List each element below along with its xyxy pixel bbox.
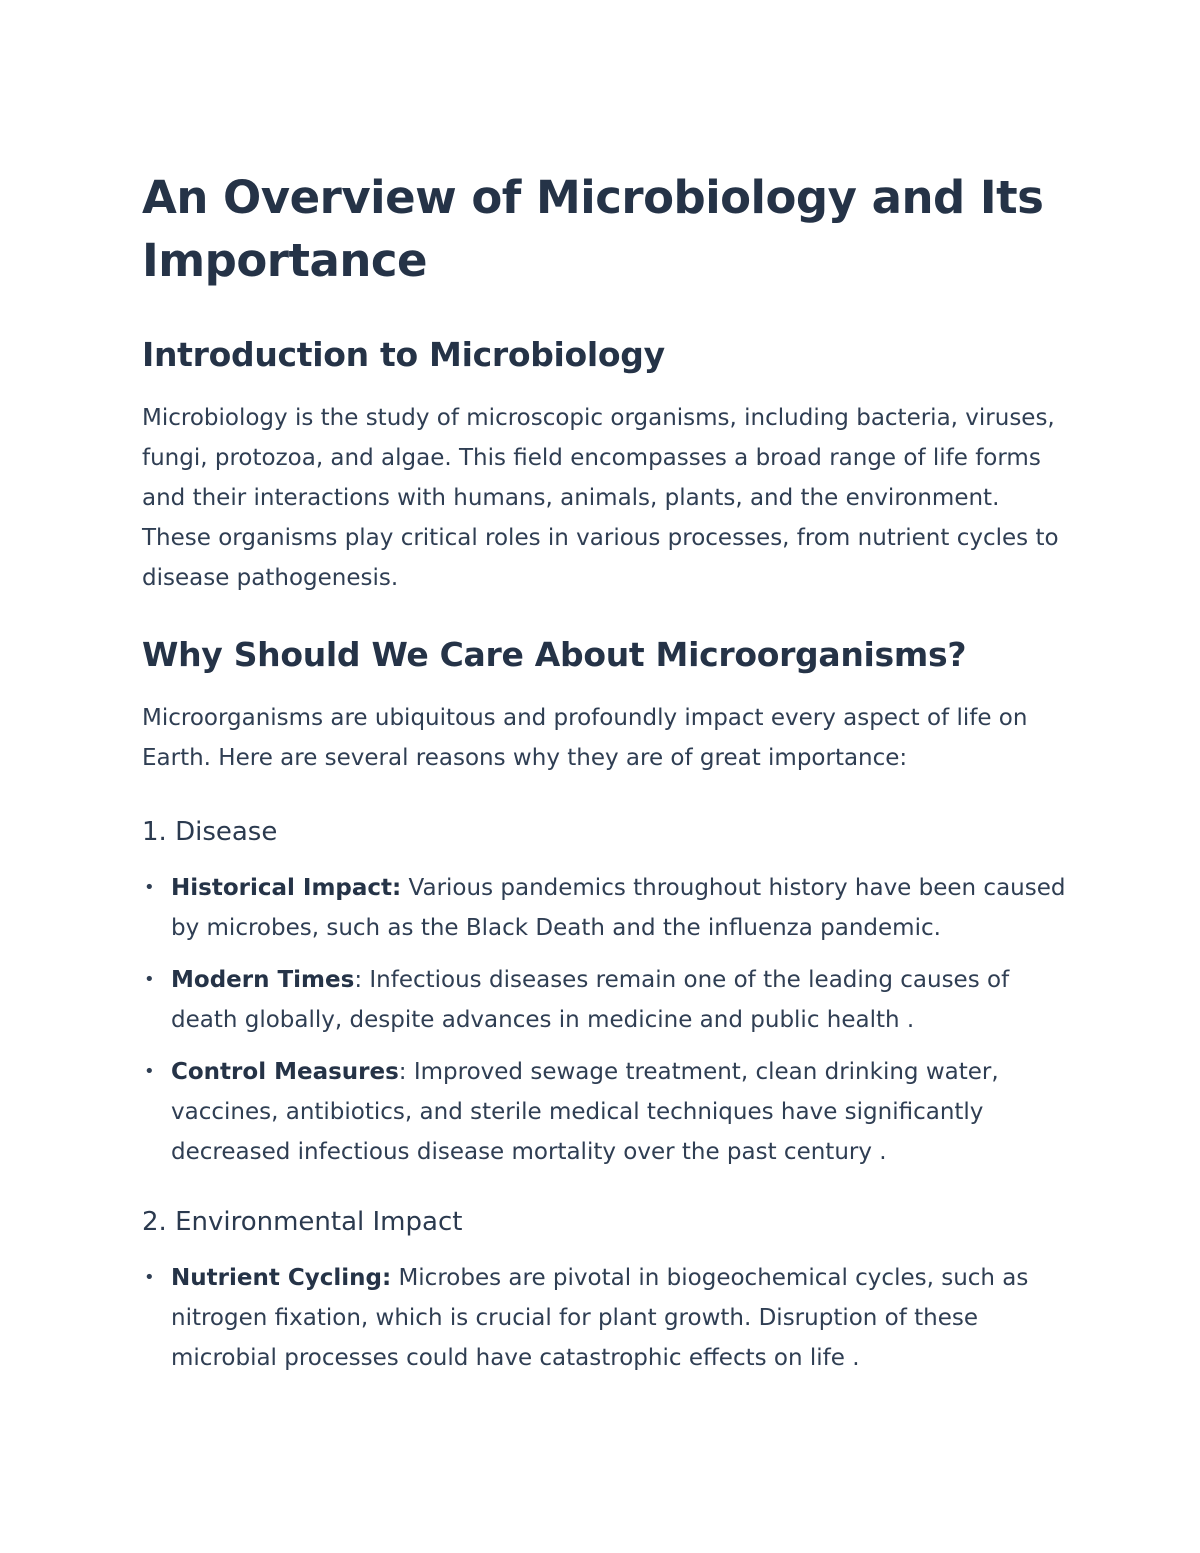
list-item-term: Nutrient Cycling bbox=[171, 1265, 382, 1291]
list-item-term: Historical Impact bbox=[171, 875, 393, 901]
list-item bbox=[142, 868, 1070, 948]
disease-heading: 1. Disease bbox=[142, 817, 278, 847]
bullet-icon: • bbox=[144, 1267, 155, 1288]
list-item-separator: : bbox=[398, 1059, 407, 1085]
environmental-list bbox=[142, 1258, 1070, 1378]
why-heading: Why Should We Care About Microorganisms? bbox=[142, 635, 967, 674]
list-item-term: Modern Times bbox=[171, 967, 355, 993]
list-item bbox=[142, 960, 1070, 1040]
list-item bbox=[142, 1052, 1070, 1172]
intro-paragraph: Microbiology is the study of microscopic organisms, including bacteria, viruses, fungi, protozoa, and algae. This field encompasses a broad range of life forms and their interactions with humans, animals, plants, and the environment. These organisms play critical roles in various processes, from nutrient cycles to disease pathogenesis. bbox=[142, 405, 1059, 591]
list-item-text: Various pandemics throughout history have been caused by microbes, such as the Black Death and the influenza pandemic. bbox=[171, 875, 1066, 941]
bullet-icon: • bbox=[144, 877, 155, 898]
list-item-text: Infectious diseases remain one of the leading causes of death globally, despite advances in medicine and public health . bbox=[171, 967, 1010, 1033]
list-item-separator: : bbox=[381, 1265, 392, 1291]
document-title: An Overview of Microbiology and Its Importance bbox=[142, 171, 1044, 287]
list-item-separator: : bbox=[392, 875, 402, 901]
disease-list bbox=[142, 868, 1070, 1172]
bullet-icon: • bbox=[144, 969, 155, 990]
environmental-heading: 2. Environmental Impact bbox=[142, 1207, 463, 1237]
list-item bbox=[142, 1258, 1070, 1378]
list-item-separator: : bbox=[354, 967, 363, 993]
bullet-icon: • bbox=[144, 1061, 155, 1082]
intro-heading: Introduction to Microbiology bbox=[142, 335, 665, 374]
list-item-text: Improved sewage treatment, clean drinking water, vaccines, antibiotics, and sterile medical techniques have significantly decreased infectious disease mortality over the past century . bbox=[171, 1059, 999, 1165]
why-paragraph: Microorganisms are ubiquitous and profoundly impact every aspect of life on Earth. Here are several reasons why they are of great importance: bbox=[142, 705, 1028, 771]
list-item-term: Control Measures bbox=[171, 1059, 399, 1085]
list-item-text: Microbes are pivotal in biogeochemical cycles, such as nitrogen fixation, which is crucial for plant growth. Disruption of these microbial processes could have catastrophic effects on life . bbox=[171, 1265, 1029, 1371]
